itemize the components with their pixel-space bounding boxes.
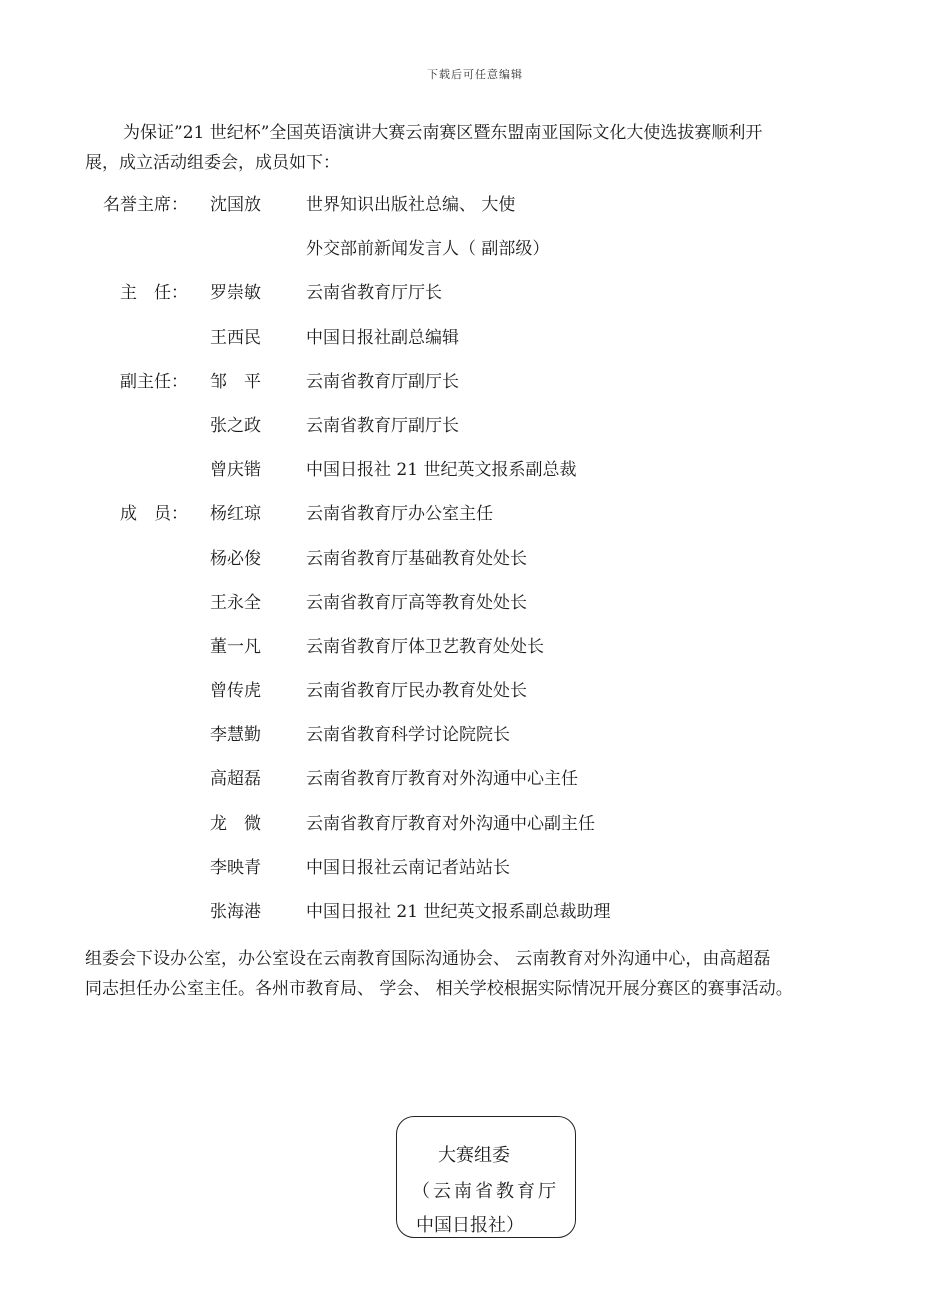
member-title: 世界知识出版社总编、 大使 bbox=[306, 195, 516, 215]
stamp-line-3: 中国日报社） bbox=[416, 1215, 524, 1236]
member-title: 云南省教育厅高等教育处处长 bbox=[306, 592, 527, 613]
member-title: 云南省教育厅教育对外沟通中心主任 bbox=[306, 769, 578, 790]
member-name: 张海港 bbox=[210, 902, 261, 922]
member-row bbox=[0, 234, 950, 278]
member-title: 云南省教育厅教育对外沟通中心副主任 bbox=[306, 813, 595, 834]
member-row bbox=[0, 323, 950, 367]
member-role: 副主任： bbox=[120, 371, 188, 392]
member-title: 中国日报社云南记者站站长 bbox=[306, 857, 510, 878]
member-row bbox=[0, 632, 950, 676]
member-role: 名誉主席： bbox=[103, 195, 188, 215]
intro-line-1: 为保证”21 世纪杯”全国英语演讲大赛云南赛区暨东盟南亚国际文化大使选拔赛顺利开 bbox=[123, 123, 763, 143]
member-title: 云南省教育厅基础教育处处长 bbox=[306, 548, 527, 569]
member-row bbox=[0, 499, 950, 543]
member-row bbox=[0, 455, 950, 499]
member-row bbox=[0, 588, 950, 632]
member-name: 王西民 bbox=[210, 327, 261, 348]
member-row bbox=[0, 897, 950, 941]
closing-line-1: 组委会下设办公室，办公室设在云南教育国际沟通协会、 云南教育对外沟通中心，由高超磊 bbox=[85, 949, 771, 969]
member-row bbox=[0, 720, 950, 764]
member-title: 云南省教育厅厅长 bbox=[306, 283, 442, 304]
member-title: 云南省教育厅办公室主任 bbox=[306, 504, 493, 525]
member-row bbox=[0, 764, 950, 808]
page-header: 下载后可任意编辑 bbox=[427, 68, 523, 81]
member-title: 中国日报社 21 世纪英文报系副总裁助理 bbox=[306, 902, 611, 922]
member-row bbox=[0, 853, 950, 897]
member-title: 中国日报社副总编辑 bbox=[306, 327, 459, 348]
member-name: 李映青 bbox=[210, 857, 261, 878]
member-name: 张之政 bbox=[210, 415, 261, 436]
member-name: 杨红琼 bbox=[210, 504, 261, 525]
member-name: 杨必俊 bbox=[210, 548, 261, 569]
closing-paragraph bbox=[85, 944, 885, 1004]
member-name: 王永全 bbox=[210, 592, 261, 613]
member-row bbox=[0, 367, 950, 411]
member-name: 邹 平 bbox=[210, 371, 261, 392]
organizer-stamp bbox=[396, 1116, 576, 1238]
member-row bbox=[0, 411, 950, 455]
member-row bbox=[0, 544, 950, 588]
member-name: 曾传虎 bbox=[210, 681, 261, 702]
intro-line-2: 展，成立活动组委会，成员如下： bbox=[85, 153, 340, 173]
member-title: 外交部前新闻发言人（ 副部级） bbox=[306, 239, 550, 260]
stamp-line-2: （云南省教育厅 bbox=[412, 1181, 559, 1202]
member-name: 李慧勤 bbox=[210, 725, 261, 746]
member-title: 云南省教育厅副厅长 bbox=[306, 371, 459, 392]
member-role: 成 员： bbox=[120, 504, 188, 525]
stamp-line-1: 大赛组委 bbox=[438, 1145, 510, 1166]
member-title: 云南省教育科学讨论院院长 bbox=[306, 725, 510, 746]
member-role: 主 任： bbox=[120, 283, 188, 304]
member-row bbox=[0, 809, 950, 853]
member-title: 云南省教育厅副厅长 bbox=[306, 415, 459, 436]
member-name: 高超磊 bbox=[210, 769, 261, 790]
intro-paragraph bbox=[85, 118, 875, 178]
member-name: 沈国放 bbox=[210, 195, 261, 215]
member-name: 龙 微 bbox=[210, 813, 261, 834]
member-name: 罗崇敏 bbox=[210, 283, 261, 304]
closing-line-2: 同志担任办公室主任。各州市教育局、 学会、 相关学校根据实际情况开展分赛区的赛事活动。 bbox=[85, 979, 793, 999]
member-title: 云南省教育厅体卫艺教育处处长 bbox=[306, 636, 544, 657]
member-title: 中国日报社 21 世纪英文报系副总裁 bbox=[306, 460, 577, 481]
member-name: 曾庆锴 bbox=[210, 460, 261, 481]
member-row bbox=[0, 190, 950, 234]
member-row bbox=[0, 676, 950, 720]
member-title: 云南省教育厅民办教育处处长 bbox=[306, 681, 527, 702]
member-row bbox=[0, 278, 950, 322]
committee-member-list bbox=[0, 190, 950, 941]
member-name: 董一凡 bbox=[210, 636, 261, 657]
